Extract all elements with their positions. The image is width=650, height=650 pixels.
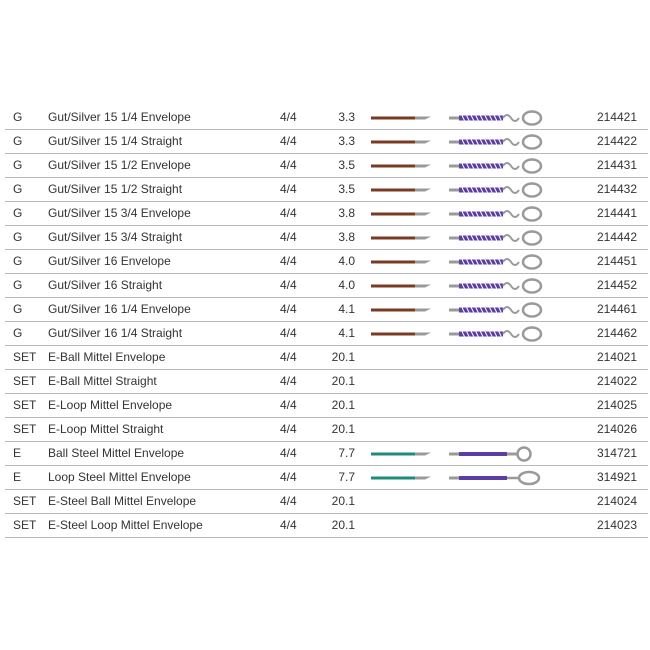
string-label: SET — [13, 422, 37, 436]
string-core — [371, 285, 415, 288]
loop-end — [523, 184, 541, 197]
product-name: Gut/Silver 16 Envelope — [48, 254, 171, 268]
product-name: Gut/Silver 15 1/4 Envelope — [48, 110, 191, 124]
loop-end — [523, 136, 541, 149]
size: 4/4 — [280, 206, 297, 220]
article-number: 214025 — [596, 398, 637, 412]
end-lead — [449, 141, 459, 144]
twist — [503, 187, 519, 193]
article-number: 214024 — [596, 494, 637, 508]
string-tip — [415, 237, 431, 240]
string-core — [371, 189, 415, 192]
string-label: G — [13, 230, 23, 244]
twist — [503, 331, 519, 337]
string-label: G — [13, 206, 23, 220]
product-name: Gut/Silver 16 1/4 Envelope — [48, 302, 191, 316]
gauge: 20.1 — [331, 422, 355, 436]
article-number: 214451 — [596, 254, 637, 268]
twist — [503, 163, 519, 169]
article-number: 214022 — [596, 374, 637, 388]
twist — [503, 115, 519, 121]
string-illustration — [369, 323, 549, 345]
article-number: 214431 — [596, 158, 637, 172]
gauge: 3.8 — [338, 230, 355, 244]
gauge: 3.5 — [338, 182, 355, 196]
table-row — [5, 130, 648, 154]
string-illustration — [369, 371, 549, 393]
string-label: G — [13, 326, 23, 340]
string-tip — [415, 309, 431, 312]
size: 4/4 — [280, 518, 297, 532]
article-number: 214422 — [596, 134, 637, 148]
gauge: 3.3 — [338, 134, 355, 148]
article-number: 214026 — [596, 422, 637, 436]
size: 4/4 — [280, 470, 297, 484]
string-core — [371, 309, 415, 312]
table-row — [5, 466, 648, 490]
string-tip — [415, 285, 431, 288]
gauge: 4.0 — [338, 254, 355, 268]
loop-end — [519, 472, 539, 484]
string-label: SET — [13, 518, 37, 532]
string-core — [371, 477, 415, 480]
string-label: G — [13, 182, 23, 196]
loop-end — [523, 256, 541, 269]
product-name: E-Ball Mittel Straight — [48, 374, 157, 388]
size: 4/4 — [280, 254, 297, 268]
string-illustration — [369, 395, 549, 417]
end-lead — [449, 333, 459, 336]
winding — [459, 476, 507, 480]
size: 4/4 — [280, 302, 297, 316]
product-name: Gut/Silver 15 3/4 Straight — [48, 230, 183, 244]
string-core — [371, 453, 415, 456]
size: 4/4 — [280, 158, 297, 172]
twist — [503, 211, 519, 217]
string-label: E — [13, 446, 22, 460]
product-name: E-Steel Ball Mittel Envelope — [48, 494, 197, 508]
end-lead — [449, 477, 459, 480]
loop-end — [523, 304, 541, 317]
string-core — [371, 117, 415, 120]
size: 4/4 — [280, 326, 297, 340]
string-illustration — [369, 443, 549, 465]
article-number: 214021 — [596, 350, 637, 364]
string-label: SET — [13, 494, 37, 508]
article-number: 214442 — [596, 230, 637, 244]
string-core — [371, 333, 415, 336]
article-number: 214023 — [596, 518, 637, 532]
end-lead — [449, 309, 459, 312]
loop-end — [523, 112, 541, 125]
product-name: E-Loop Mittel Envelope — [48, 398, 173, 412]
gauge: 20.1 — [331, 518, 355, 532]
size: 4/4 — [280, 422, 297, 436]
gauge: 20.1 — [331, 398, 355, 412]
table-row — [5, 418, 648, 442]
end-lead — [449, 237, 459, 240]
string-illustration — [369, 515, 549, 537]
string-label: E — [13, 470, 22, 484]
product-name: E-Steel Loop Mittel Envelope — [48, 518, 203, 532]
table-row — [5, 226, 648, 250]
string-label: G — [13, 302, 23, 316]
table-row — [5, 370, 648, 394]
gauge: 20.1 — [331, 494, 355, 508]
end-lead — [449, 453, 459, 456]
string-tip — [415, 261, 431, 264]
size: 4/4 — [280, 134, 297, 148]
string-table — [5, 106, 648, 538]
string-label: SET — [13, 350, 37, 364]
end-lead — [449, 261, 459, 264]
string-illustration — [369, 467, 549, 489]
string-core — [371, 213, 415, 216]
table-row — [5, 274, 648, 298]
ball-end — [518, 448, 531, 461]
string-tip — [415, 189, 431, 192]
twist — [503, 307, 519, 313]
string-label: SET — [13, 398, 37, 412]
table-row — [5, 322, 648, 346]
loop-end — [523, 160, 541, 173]
twist — [503, 139, 519, 145]
end-lead — [449, 213, 459, 216]
string-label: G — [13, 254, 23, 268]
string-illustration — [369, 299, 549, 321]
string-tip — [415, 477, 431, 480]
loop-end — [523, 280, 541, 293]
string-core — [371, 261, 415, 264]
string-illustration — [369, 251, 549, 273]
gauge: 3.3 — [338, 110, 355, 124]
article-number: 214432 — [596, 182, 637, 196]
table-row — [5, 490, 648, 514]
article-number: 314721 — [596, 446, 637, 460]
article-number: 214462 — [596, 326, 637, 340]
end-lead — [449, 285, 459, 288]
article-number: 214441 — [596, 206, 637, 220]
size: 4/4 — [280, 398, 297, 412]
gauge: 4.0 — [338, 278, 355, 292]
ball-lead — [507, 453, 517, 456]
table-row — [5, 106, 648, 130]
gauge: 3.8 — [338, 206, 355, 220]
size: 4/4 — [280, 278, 297, 292]
article-number: 214461 — [596, 302, 637, 316]
string-tip — [415, 333, 431, 336]
string-label: SET — [13, 374, 37, 388]
product-name: Loop Steel Mittel Envelope — [48, 470, 191, 484]
string-label: G — [13, 158, 23, 172]
gauge: 20.1 — [331, 374, 355, 388]
end-lead — [449, 117, 459, 120]
string-label: G — [13, 110, 23, 124]
string-core — [371, 141, 415, 144]
string-illustration — [369, 347, 549, 369]
twist — [503, 283, 519, 289]
string-core — [371, 165, 415, 168]
gauge: 20.1 — [331, 350, 355, 364]
product-name: Gut/Silver 15 3/4 Envelope — [48, 206, 191, 220]
product-name: Ball Steel Mittel Envelope — [48, 446, 185, 460]
size: 4/4 — [280, 110, 297, 124]
product-name: Gut/Silver 15 1/2 Envelope — [48, 158, 191, 172]
string-illustration — [369, 179, 549, 201]
table-row — [5, 442, 648, 466]
string-illustration — [369, 419, 549, 441]
product-name: Gut/Silver 16 Straight — [48, 278, 163, 292]
string-tip — [415, 453, 431, 456]
product-name: Gut/Silver 15 1/4 Straight — [48, 134, 183, 148]
string-tip — [415, 165, 431, 168]
loop-end — [523, 328, 541, 341]
size: 4/4 — [280, 494, 297, 508]
gauge: 3.5 — [338, 158, 355, 172]
size: 4/4 — [280, 182, 297, 196]
string-illustration — [369, 227, 549, 249]
table-row — [5, 394, 648, 418]
product-name: E-Ball Mittel Envelope — [48, 350, 166, 364]
string-illustration — [369, 491, 549, 513]
gauge: 4.1 — [338, 302, 355, 316]
end-lead — [449, 189, 459, 192]
table-row — [5, 202, 648, 226]
string-tip — [415, 141, 431, 144]
article-number: 214452 — [596, 278, 637, 292]
string-core — [371, 237, 415, 240]
loop-end — [523, 208, 541, 221]
gauge: 7.7 — [338, 470, 355, 484]
gauge: 4.1 — [338, 326, 355, 340]
size: 4/4 — [280, 230, 297, 244]
string-illustration — [369, 131, 549, 153]
gauge: 7.7 — [338, 446, 355, 460]
table-row — [5, 250, 648, 274]
end-lead — [449, 165, 459, 168]
table-row — [5, 298, 648, 322]
size: 4/4 — [280, 350, 297, 364]
string-tip — [415, 117, 431, 120]
string-label: G — [13, 134, 23, 148]
twist — [503, 235, 519, 241]
winding — [459, 452, 507, 456]
table-row — [5, 514, 648, 538]
table-row — [5, 178, 648, 202]
article-number: 214421 — [596, 110, 637, 124]
twist — [503, 259, 519, 265]
table-row — [5, 346, 648, 370]
string-tip — [415, 213, 431, 216]
string-label: G — [13, 278, 23, 292]
string-illustration — [369, 203, 549, 225]
size: 4/4 — [280, 374, 297, 388]
product-name: E-Loop Mittel Straight — [48, 422, 164, 436]
table-row — [5, 154, 648, 178]
string-illustration — [369, 107, 549, 129]
string-illustration — [369, 155, 549, 177]
article-number: 314921 — [596, 470, 637, 484]
loop-end — [523, 232, 541, 245]
string-illustration — [369, 275, 549, 297]
size: 4/4 — [280, 446, 297, 460]
product-name: Gut/Silver 15 1/2 Straight — [48, 182, 183, 196]
product-name: Gut/Silver 16 1/4 Straight — [48, 326, 183, 340]
